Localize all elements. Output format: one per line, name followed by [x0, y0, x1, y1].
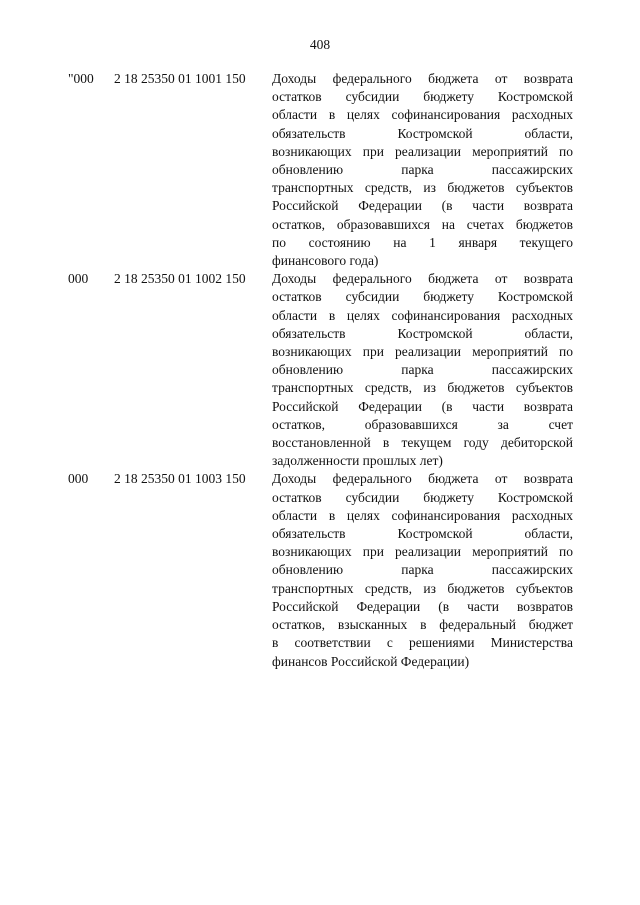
description-line: остатков субсидии бюджету Костромской: [272, 289, 573, 305]
description-line: остатков, образовавшихся за счет: [272, 416, 573, 432]
description-line: остатков субсидии бюджету Костромской: [272, 89, 573, 105]
revenue-description: [272, 270, 573, 470]
budget-classification-code: 2 18 25350 01 1003 150: [114, 471, 246, 487]
table-row: [68, 70, 573, 270]
budget-code-table: [68, 70, 573, 671]
description-line: обновлению парка пассажирских: [272, 162, 573, 178]
description-line: транспортных средств, из бюджетов субъектов: [272, 580, 573, 596]
budget-classification-code: 2 18 25350 01 1001 150: [114, 71, 246, 86]
admin-code: 000: [68, 471, 89, 487]
description-line: в соответствии с решениями Министерства: [272, 635, 573, 651]
description-line: Российской Федерации (в части возврата: [272, 398, 573, 414]
description-line: Доходы федерального бюджета от возврата: [272, 271, 573, 287]
description-line: по состоянию на 1 января текущего: [272, 234, 573, 250]
description-line: обязательств Костромской области,: [272, 526, 573, 542]
description-line: области в целях софинансирования расходных: [272, 307, 573, 323]
description-line: транспортных средств, из бюджетов субъектов: [272, 180, 573, 196]
description-line: Доходы федерального бюджета от возврата: [272, 71, 573, 86]
description-line: обновлению парка пассажирских: [272, 562, 573, 578]
description-line: Российской Федерации (в части возврата: [272, 198, 573, 214]
description-line: остатков субсидии бюджету Костромской: [272, 489, 573, 505]
table-row: [68, 270, 573, 470]
description-line: Российской Федерации (в части возвратов: [272, 598, 573, 614]
description-line: обязательств Костромской области,: [272, 325, 573, 341]
description-line: области в целях софинансирования расходных: [272, 107, 573, 123]
description-line: области в целях софинансирования расходных: [272, 507, 573, 523]
revenue-description: [272, 470, 573, 670]
description-line: восстановленной в текущем году дебиторской: [272, 435, 573, 451]
admin-code: "000: [68, 71, 94, 86]
page-number: 408: [309, 37, 331, 52]
admin-code: 000: [68, 271, 89, 287]
description-line: финансового года): [272, 253, 379, 269]
budget-classification-code: 2 18 25350 01 1002 150: [114, 271, 246, 287]
description-line: финансов Российской Федерации): [272, 653, 470, 669]
description-line: возникающих при реализации мероприятий по: [272, 544, 573, 560]
revenue-description: [272, 70, 573, 270]
description-line: обязательств Костромской области,: [272, 125, 573, 141]
table-row: [68, 470, 573, 670]
description-line: остатков, образовавшихся на счетах бюджетов: [272, 216, 573, 232]
description-line: возникающих при реализации мероприятий по: [272, 344, 573, 360]
description-line: обновлению парка пассажирских: [272, 362, 573, 378]
description-line: возникающих при реализации мероприятий по: [272, 143, 573, 159]
description-line: остатков, взысканных в федеральный бюджет: [272, 617, 573, 633]
description-line: Доходы федерального бюджета от возврата: [272, 471, 573, 487]
description-line: задолженности прошлых лет): [272, 453, 443, 469]
description-line: транспортных средств, из бюджетов субъектов: [272, 380, 573, 396]
